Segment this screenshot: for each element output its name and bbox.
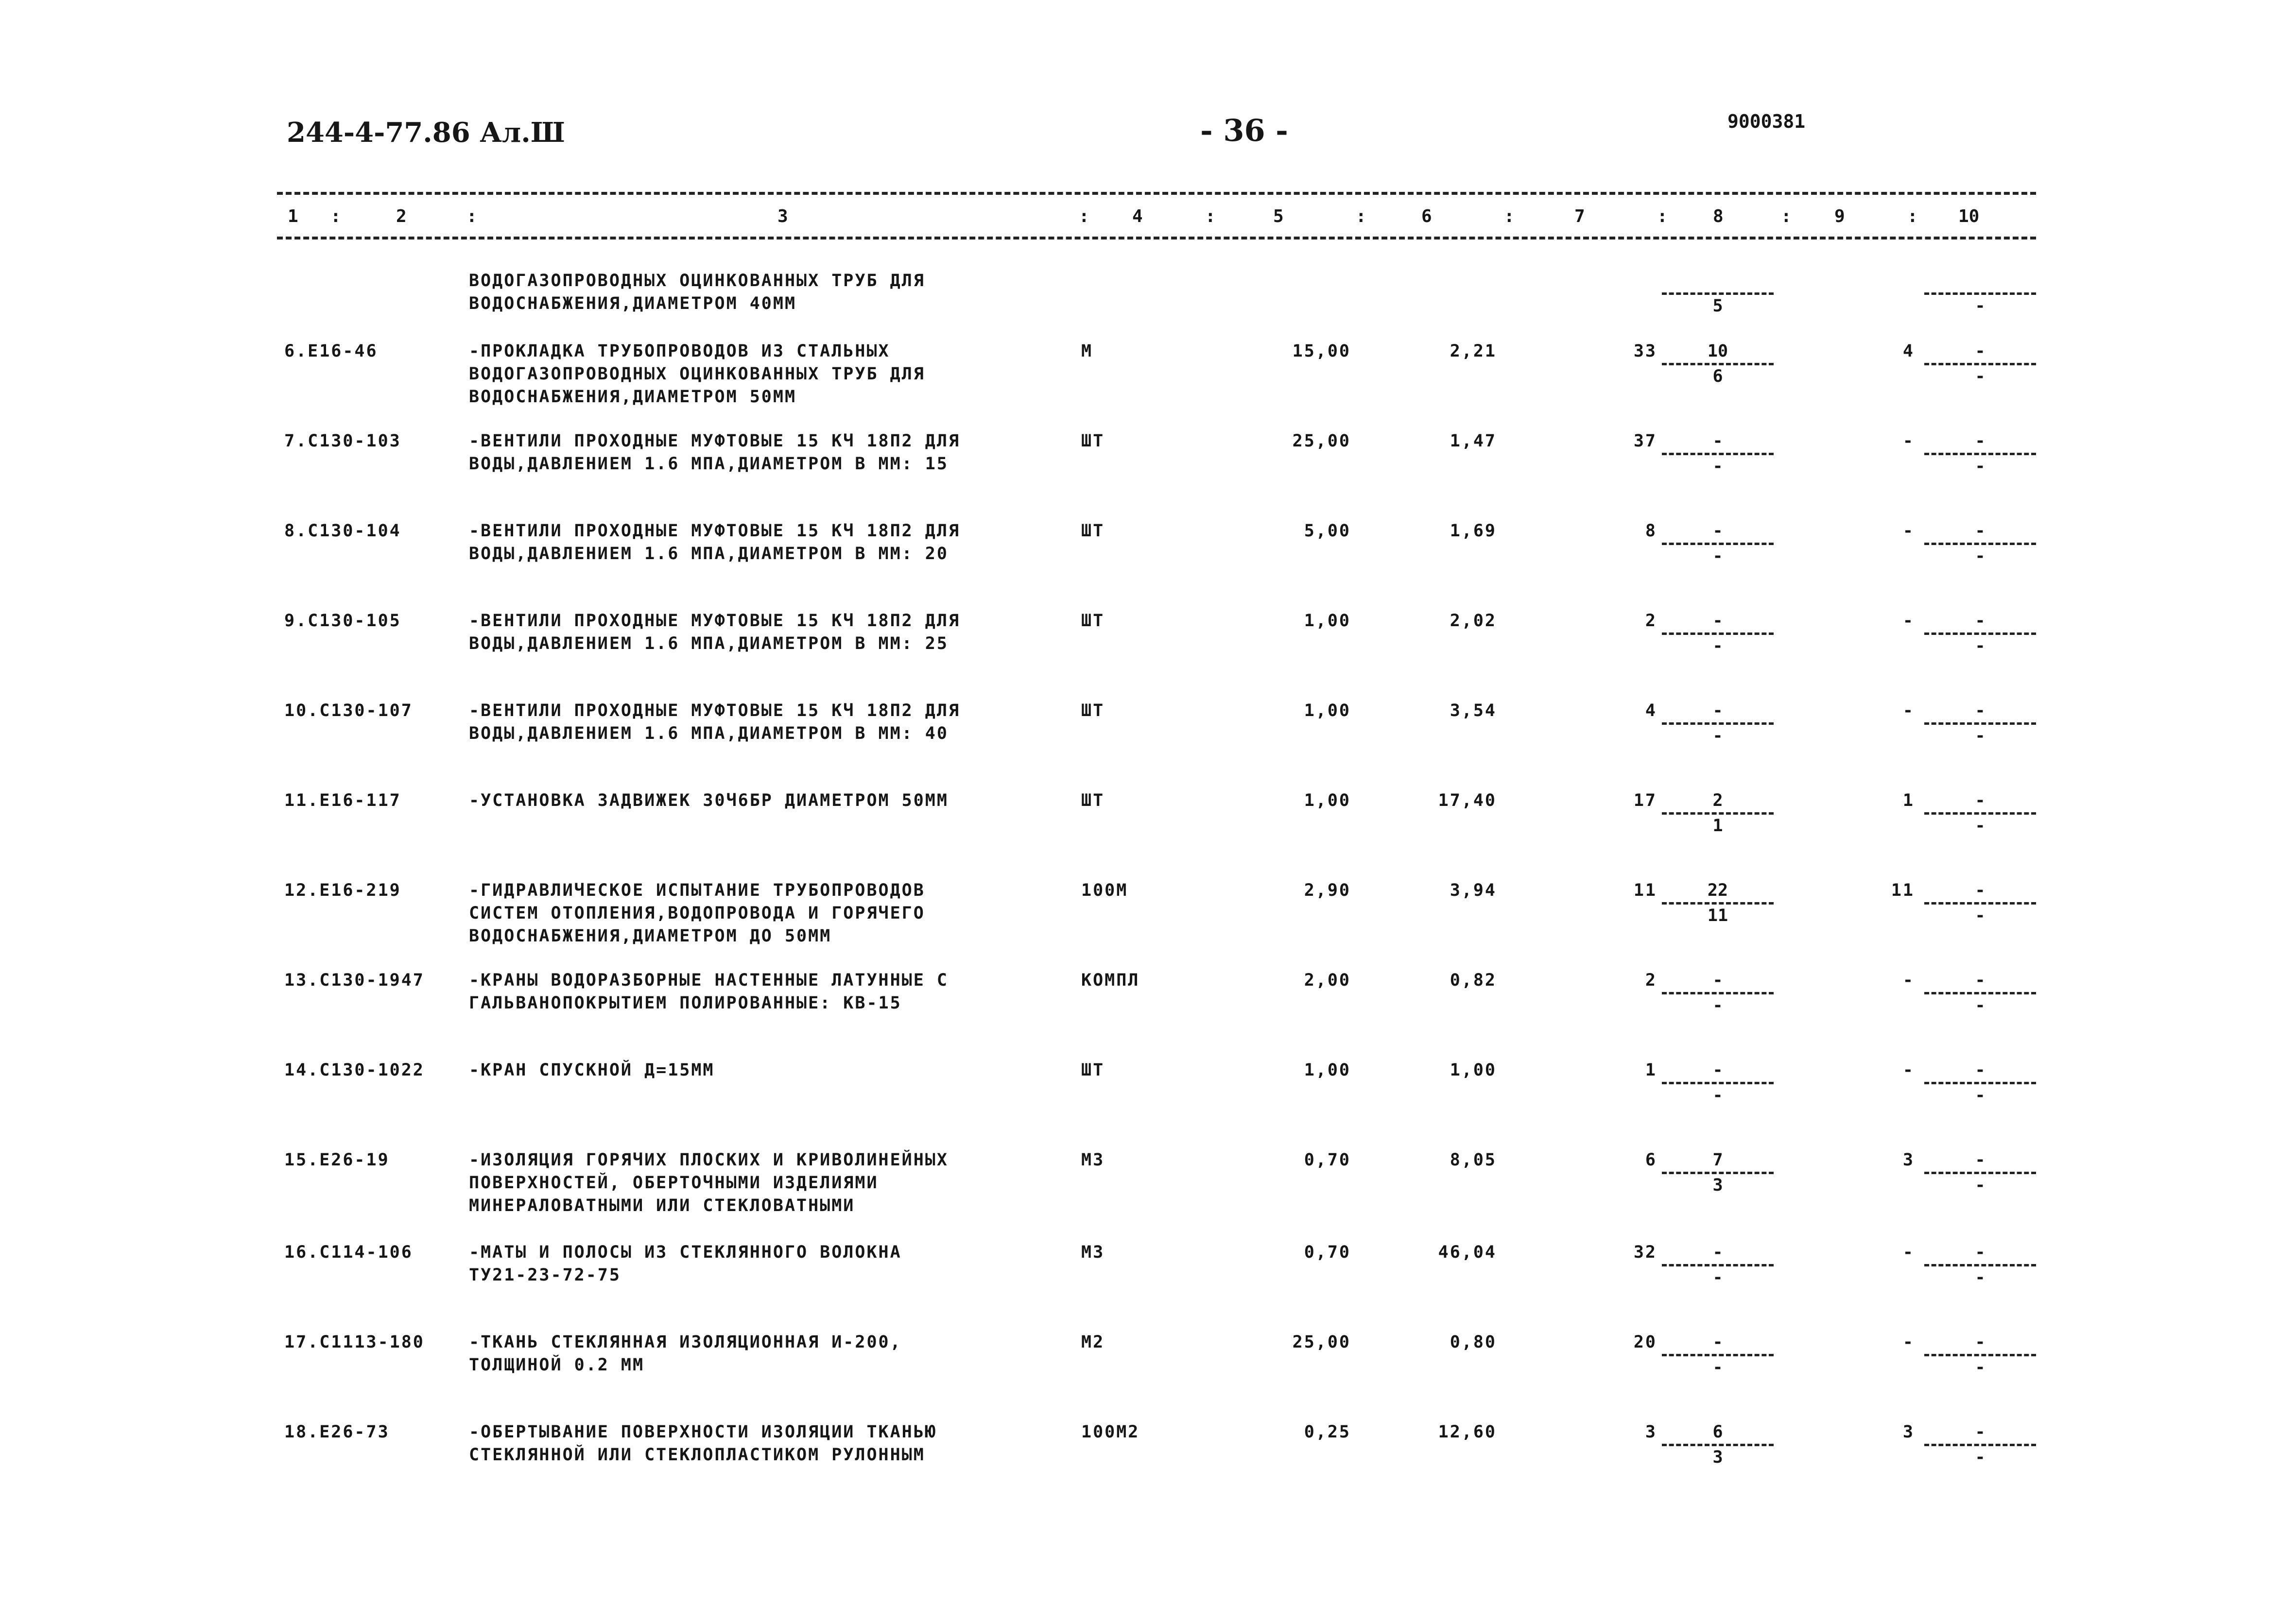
column-10-fraction	[1924, 1059, 2036, 1107]
item-description	[469, 700, 960, 745]
item-description	[469, 1331, 902, 1377]
column-9-value: -	[1902, 431, 1915, 451]
column-8-fraction	[1662, 1331, 1774, 1379]
item-description	[469, 969, 949, 1015]
item-code: 13.С130-1947	[284, 971, 425, 990]
item-code: 17.С1113-180	[284, 1333, 425, 1352]
quantity: 0,70	[1304, 1243, 1351, 1262]
unit-of-measure: 100М	[1081, 881, 1128, 900]
description-line: СТЕКЛЯННОЙ ИЛИ СТЕКЛОПЛАСТИКОМ РУЛОННЫМ	[469, 1445, 925, 1465]
description-line: -ТКАНЬ СТЕКЛЯННАЯ ИЗОЛЯЦИОННАЯ И-200,	[469, 1333, 902, 1352]
column-10-fraction-denominator: -	[1975, 1358, 1985, 1377]
description-line: ВОДОГАЗОПРОВОДНЫХ ОЦИНКОВАННЫХ ТРУБ ДЛЯ	[469, 364, 925, 384]
column-9-value: -	[1902, 1243, 1915, 1262]
description-line: -ОБЕРТЫВАНИЕ ПОВЕРХНОСТИ ИЗОЛЯЦИИ ТКАНЬЮ	[469, 1422, 937, 1442]
unit-price: 0,80	[1450, 1333, 1497, 1352]
column-10-fraction-numerator: -	[1975, 611, 1985, 631]
total-cost: 37	[1633, 431, 1657, 451]
unit-price: 3,94	[1450, 881, 1497, 900]
column-10-fraction	[1924, 430, 2036, 478]
unit-price: 1,47	[1450, 431, 1497, 451]
column-number: 1	[288, 206, 298, 226]
description-line: ВОДЫ,ДАВЛЕНИЕМ 1.6 МПА,ДИАМЕТРОМ В ММ: 15	[469, 454, 949, 474]
description-line: ВОДЫ,ДАВЛЕНИЕМ 1.6 МПА,ДИАМЕТРОМ В ММ: 40	[469, 724, 949, 743]
item-code: 18.Е26-73	[284, 1422, 390, 1442]
column-8-fraction	[1662, 879, 1774, 927]
column-number: 9	[1834, 206, 1845, 226]
unit-price: 46,04	[1438, 1243, 1497, 1262]
total-cost: 33	[1633, 342, 1657, 361]
column-8-fraction	[1662, 340, 1774, 388]
column-10-fraction-denominator: -	[1975, 1086, 1985, 1105]
item-description	[469, 520, 960, 565]
column-9-value: -	[1902, 611, 1915, 631]
column-8-fraction-numerator	[1662, 270, 1774, 292]
table-header-rule	[277, 237, 2036, 239]
total-cost: 20	[1633, 1333, 1657, 1352]
column-8-fraction	[1662, 789, 1774, 837]
unit-price: 2,21	[1450, 342, 1497, 361]
total-cost: 2	[1645, 971, 1657, 990]
column-8-fraction-numerator: 7	[1712, 1150, 1723, 1170]
column-10-fraction-numerator: -	[1975, 881, 1985, 900]
item-description	[469, 789, 949, 812]
column-9-value: -	[1902, 701, 1915, 720]
column-10-fraction-denominator: -	[1975, 547, 1985, 566]
column-9-value: 3	[1902, 1422, 1915, 1442]
column-8-fraction	[1662, 1149, 1774, 1197]
item-code: 7.С130-103	[284, 431, 401, 451]
column-8-fraction	[1662, 270, 1774, 318]
column-8-fraction	[1662, 430, 1774, 478]
item-code: 6.Е16-46	[284, 342, 378, 361]
column-10-fraction	[1924, 520, 2036, 568]
quantity: 1,00	[1304, 1060, 1351, 1080]
item-description	[469, 879, 925, 948]
column-8-fraction-numerator: 2	[1712, 791, 1723, 810]
column-10-fraction	[1924, 270, 2036, 318]
column-number: 5	[1273, 206, 1284, 226]
column-10-fraction-numerator: -	[1975, 431, 1985, 451]
unit-of-measure: ШТ	[1081, 431, 1105, 451]
column-8-fraction-denominator: -	[1712, 636, 1723, 656]
column-8-fraction	[1662, 700, 1774, 748]
column-9-value: -	[1902, 971, 1915, 990]
column-number: 10	[1958, 206, 1980, 226]
item-code: 16.С114-106	[284, 1243, 413, 1262]
description-line: -ВЕНТИЛИ ПРОХОДНЫЕ МУФТОВЫЕ 15 КЧ 18П2 ДЛЯ	[469, 611, 961, 631]
column-number: 4	[1132, 206, 1143, 226]
column-10-fraction-denominator: -	[1975, 1268, 1985, 1287]
column-10-fraction-numerator: -	[1975, 1243, 1985, 1262]
description-line: ПОВЕРХНОСТЕЙ, ОБЕРТОЧНЫМИ ИЗДЕЛИЯМИ	[469, 1173, 879, 1193]
description-line: ВОДОСНАБЖЕНИЯ,ДИАМЕТРОМ ДО 50ММ	[469, 926, 832, 946]
column-8-fraction	[1662, 1421, 1774, 1469]
column-10-fraction-numerator: -	[1975, 1060, 1985, 1080]
unit-of-measure: М3	[1081, 1150, 1105, 1170]
item-description	[469, 430, 960, 476]
quantity: 0,25	[1304, 1422, 1351, 1442]
column-number: 6	[1421, 206, 1432, 226]
unit-price: 12,60	[1438, 1422, 1497, 1442]
description-line: -ВЕНТИЛИ ПРОХОДНЫЕ МУФТОВЫЕ 15 КЧ 18П2 ДЛЯ	[469, 521, 961, 541]
total-cost: 2	[1645, 611, 1657, 631]
column-10-fraction-numerator: -	[1975, 1150, 1985, 1170]
document-number: 9000381	[1727, 111, 1806, 132]
column-8-fraction-denominator: -	[1712, 1358, 1723, 1377]
column-9-value: 1	[1902, 791, 1915, 810]
unit-price: 0,82	[1450, 971, 1497, 990]
column-8-fraction-numerator: 6	[1712, 1422, 1723, 1442]
quantity: 15,00	[1292, 342, 1351, 361]
column-8-fraction-numerator: 10	[1707, 342, 1728, 361]
description-line: ВОДОСНАБЖЕНИЯ,ДИАМЕТРОМ 50ММ	[469, 387, 797, 407]
unit-of-measure: ШТ	[1081, 611, 1105, 631]
description-line: -КРАН СПУСКНОЙ Д=15ММ	[469, 1060, 715, 1080]
unit-price: 1,00	[1450, 1060, 1497, 1080]
description-line: -КРАНЫ ВОДОРАЗБОРНЫЕ НАСТЕННЫЕ ЛАТУННЫЕ С	[469, 971, 949, 990]
column-8-fraction-numerator: -	[1712, 521, 1723, 541]
column-8-fraction-denominator: 6	[1712, 367, 1723, 386]
description-line: ВОДОГАЗОПРОВОДНЫХ ОЦИНКОВАННЫХ ТРУБ ДЛЯ	[469, 271, 925, 290]
column-10-fraction-denominator: -	[1975, 367, 1985, 386]
item-code: 8.С130-104	[284, 521, 401, 541]
column-10-fraction	[1924, 789, 2036, 837]
column-10-fraction	[1924, 340, 2036, 388]
column-10-fraction-numerator: -	[1975, 1422, 1985, 1442]
column-10-fraction-denominator: -	[1975, 457, 1985, 476]
item-description	[469, 1059, 715, 1082]
column-10-fraction-denominator: -	[1975, 1448, 1985, 1467]
column-8-fraction-numerator: 22	[1707, 881, 1728, 900]
total-cost: 11	[1633, 881, 1657, 900]
item-description	[469, 270, 925, 315]
item-description	[469, 1421, 937, 1467]
column-10-fraction-denominator: -	[1975, 996, 1985, 1015]
item-description	[469, 340, 925, 409]
column-8-fraction	[1662, 610, 1774, 658]
unit-of-measure: М2	[1081, 1333, 1105, 1352]
column-10-fraction-denominator: -	[1975, 906, 1985, 925]
quantity: 1,00	[1304, 701, 1351, 720]
item-code: 9.С130-105	[284, 611, 401, 631]
column-8-fraction-denominator: -	[1712, 1086, 1723, 1105]
column-8-fraction-denominator: -	[1712, 1268, 1723, 1287]
column-10-fraction	[1924, 1241, 2036, 1289]
total-cost: 8	[1645, 521, 1657, 541]
column-8-fraction	[1662, 1241, 1774, 1289]
column-10-fraction-denominator: -	[1975, 816, 1985, 836]
column-9-value: 11	[1891, 881, 1915, 900]
column-8-fraction-denominator: 3	[1712, 1176, 1723, 1195]
quantity: 0,70	[1304, 1150, 1351, 1170]
column-8-fraction	[1662, 969, 1774, 1017]
total-cost: 4	[1645, 701, 1657, 720]
column-8-fraction-numerator: -	[1712, 1060, 1723, 1080]
column-8-fraction-denominator: 5	[1712, 296, 1723, 316]
column-10-fraction	[1924, 1421, 2036, 1469]
item-code: 11.Е16-117	[284, 791, 401, 810]
description-line: СИСТЕМ ОТОПЛЕНИЯ,ВОДОПРОВОДА И ГОРЯЧЕГО	[469, 904, 925, 923]
unit-price: 2,02	[1450, 611, 1497, 631]
column-10-fraction-numerator: -	[1975, 342, 1985, 361]
document-code: 244-4-77.86 Ал.Ш	[287, 117, 565, 149]
total-cost: 1	[1645, 1060, 1657, 1080]
column-number: 8	[1713, 206, 1724, 226]
description-line: -ГИДРАВЛИЧЕСКОЕ ИСПЫТАНИЕ ТРУБОПРОВОДОВ	[469, 881, 925, 900]
total-cost: 6	[1645, 1150, 1657, 1170]
column-8-fraction-denominator: -	[1712, 726, 1723, 746]
description-line: ТУ21-23-72-75	[469, 1265, 621, 1285]
quantity: 2,90	[1304, 881, 1351, 900]
unit-price: 1,69	[1450, 521, 1497, 541]
description-line: -ПРОКЛАДКА ТРУБОПРОВОДОВ ИЗ СТАЛЬНЫХ	[469, 342, 890, 361]
description-line: ТОЛЩИНОЙ 0.2 ММ	[469, 1355, 645, 1375]
column-number: 3	[777, 206, 788, 226]
unit-of-measure: ШТ	[1081, 1060, 1105, 1080]
description-line: -МАТЫ И ПОЛОСЫ ИЗ СТЕКЛЯННОГО ВОЛОКНА	[469, 1243, 902, 1262]
column-10-fraction-numerator: -	[1975, 1333, 1985, 1352]
item-code: 10.С130-107	[284, 701, 413, 720]
item-description	[469, 610, 960, 655]
description-line: ВОДОСНАБЖЕНИЯ,ДИАМЕТРОМ 40ММ	[469, 294, 797, 313]
description-line: ГАЛЬВАНОПОКРЫТИЕМ ПОЛИРОВАННЫЕ: КВ-15	[469, 993, 902, 1013]
column-10-fraction	[1924, 610, 2036, 658]
column-8-fraction-numerator: -	[1712, 1333, 1723, 1352]
column-8-fraction-denominator: -	[1712, 457, 1723, 476]
column-10-fraction-numerator	[1924, 270, 2036, 292]
unit-price: 3,54	[1450, 701, 1497, 720]
column-10-fraction	[1924, 1331, 2036, 1379]
column-8-fraction-numerator: -	[1712, 611, 1723, 631]
column-8-fraction-numerator: -	[1712, 431, 1723, 451]
column-8-fraction-denominator: -	[1712, 996, 1723, 1015]
column-10-fraction	[1924, 1149, 2036, 1197]
page-number: - 36 -	[1200, 113, 1288, 148]
unit-price: 8,05	[1450, 1150, 1497, 1170]
item-description	[469, 1241, 902, 1287]
column-8-fraction	[1662, 1059, 1774, 1107]
column-8-fraction-numerator: -	[1712, 971, 1723, 990]
unit-of-measure: М3	[1081, 1243, 1105, 1262]
column-number: 7	[1574, 206, 1585, 226]
total-cost: 32	[1633, 1243, 1657, 1262]
quantity: 25,00	[1292, 431, 1351, 451]
quantity: 2,00	[1304, 971, 1351, 990]
column-8-fraction-denominator: 3	[1712, 1448, 1723, 1467]
unit-of-measure: ШТ	[1081, 791, 1105, 810]
total-cost: 17	[1633, 791, 1657, 810]
unit-of-measure: КОМПЛ	[1081, 971, 1140, 990]
column-10-fraction-numerator: -	[1975, 971, 1985, 990]
column-10-fraction-numerator: -	[1975, 701, 1985, 720]
column-10-fraction	[1924, 700, 2036, 748]
column-10-fraction-denominator: -	[1975, 636, 1985, 656]
item-code: 12.Е16-219	[284, 881, 401, 900]
unit-of-measure: М	[1081, 342, 1093, 361]
unit-of-measure: 100М2	[1081, 1422, 1140, 1442]
description-line: -УСТАНОВКА ЗАДВИЖЕК 30Ч6БР ДИАМЕТРОМ 50ММ	[469, 791, 949, 810]
description-line: -ВЕНТИЛИ ПРОХОДНЫЕ МУФТОВЫЕ 15 КЧ 18П2 ДЛЯ	[469, 431, 961, 451]
item-description	[469, 1149, 949, 1217]
column-number: 2	[396, 206, 407, 226]
column-10-fraction-denominator: -	[1975, 726, 1985, 746]
table-top-rule	[277, 192, 2036, 195]
column-8-fraction-denominator: 1	[1712, 816, 1723, 836]
column-9-value: -	[1902, 1060, 1915, 1080]
column-9-value: 3	[1902, 1150, 1915, 1170]
description-line: МИНЕРАЛОВАТНЫМИ ИЛИ СТЕКЛОВАТНЫМИ	[469, 1196, 855, 1215]
quantity: 1,00	[1304, 611, 1351, 631]
column-10-fraction-denominator: -	[1975, 296, 1985, 316]
column-10-fraction-numerator: -	[1975, 521, 1985, 541]
column-10-fraction-denominator: -	[1975, 1176, 1985, 1195]
unit-price: 17,40	[1438, 791, 1497, 810]
column-10-fraction	[1924, 969, 2036, 1017]
quantity: 5,00	[1304, 521, 1351, 541]
description-line: ВОДЫ,ДАВЛЕНИЕМ 1.6 МПА,ДИАМЕТРОМ В ММ: 20	[469, 544, 949, 564]
column-9-value: -	[1902, 521, 1915, 541]
description-line: ВОДЫ,ДАВЛЕНИЕМ 1.6 МПА,ДИАМЕТРОМ В ММ: 25	[469, 634, 949, 653]
quantity: 1,00	[1304, 791, 1351, 810]
column-8-fraction-denominator: -	[1712, 547, 1723, 566]
quantity: 25,00	[1292, 1333, 1351, 1352]
column-9-value: -	[1902, 1333, 1915, 1352]
column-9-value: 4	[1902, 342, 1915, 361]
description-line: -ИЗОЛЯЦИЯ ГОРЯЧИХ ПЛОСКИХ И КРИВОЛИНЕЙНЫХ	[469, 1150, 949, 1170]
item-code: 14.С130-1022	[284, 1060, 425, 1080]
unit-of-measure: ШТ	[1081, 701, 1105, 720]
total-cost: 3	[1645, 1422, 1657, 1442]
unit-of-measure: ШТ	[1081, 521, 1105, 541]
column-8-fraction-numerator: -	[1712, 701, 1723, 720]
column-10-fraction	[1924, 879, 2036, 927]
column-8-fraction-denominator: 11	[1707, 906, 1728, 925]
item-code: 15.Е26-19	[284, 1150, 390, 1170]
column-8-fraction	[1662, 520, 1774, 568]
description-line: -ВЕНТИЛИ ПРОХОДНЫЕ МУФТОВЫЕ 15 КЧ 18П2 ДЛЯ	[469, 701, 961, 720]
column-8-fraction-numerator: -	[1712, 1243, 1723, 1262]
column-10-fraction-numerator: -	[1975, 791, 1985, 810]
